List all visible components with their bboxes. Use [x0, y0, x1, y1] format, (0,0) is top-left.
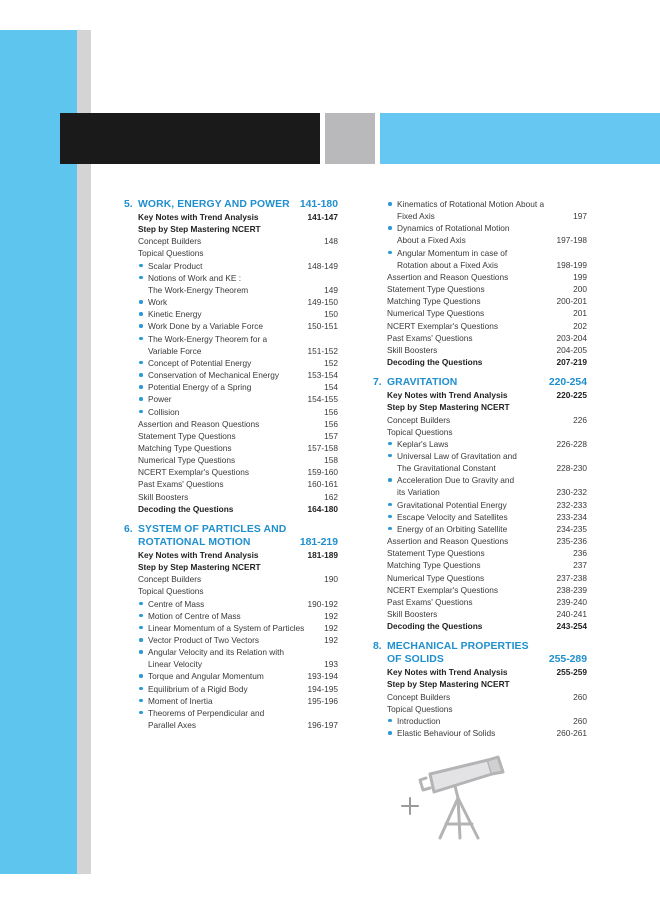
entry-pages: 236 [573, 548, 587, 559]
entry-title: Step by Step Mastering NCERT [138, 224, 261, 235]
toc-entry [124, 430, 338, 442]
chapter-pages: 181-219 [299, 536, 338, 548]
entry-title-line: Rotation about a Fixed Axis [397, 259, 499, 270]
entry-title: Step by Step Mastering NCERT [387, 679, 510, 690]
sparkle-icon [402, 798, 418, 814]
entry-title: Past Exams' Questions [387, 332, 473, 343]
topic-item [124, 369, 338, 381]
entry-title [148, 320, 302, 332]
entry-title: Decoding the Questions [387, 621, 483, 632]
entry-pages: 196-197 [307, 720, 338, 731]
entry-pages: 149-150 [307, 297, 338, 308]
entry-pages: 243-254 [556, 621, 587, 632]
entry-title [148, 357, 318, 369]
header-gray-block [325, 113, 375, 164]
telescope-leg-left [440, 798, 458, 838]
toc-entry [373, 703, 587, 715]
toc-entry [124, 418, 338, 430]
entry-pages: 193 [324, 659, 338, 670]
topic-item [373, 222, 587, 246]
entry-title: Key Notes with Trend Analysis [387, 667, 508, 678]
toc-entry [373, 356, 587, 368]
entry-title: Key Notes with Trend Analysis [138, 549, 259, 560]
entry-pages: 190 [324, 574, 338, 585]
topic-item [373, 499, 587, 511]
entry-title-line: Work [148, 297, 168, 308]
entry-title: Decoding the Questions [138, 503, 234, 514]
entry-pages: 151-152 [307, 345, 338, 356]
entry-title: Numerical Type Questions [138, 455, 236, 466]
entry-pages: 226-228 [556, 438, 587, 449]
entry-pages: 238-239 [556, 584, 587, 595]
chapter-number: 5. [124, 199, 133, 210]
entry-title [397, 247, 551, 271]
entry-title [397, 499, 551, 511]
entry-pages: 192 [324, 622, 338, 633]
entry-title [148, 406, 318, 418]
topic-item [124, 695, 338, 707]
toc-entry [124, 478, 338, 490]
entry-title-line: Introduction [397, 715, 441, 726]
entry-title: Key Notes with Trend Analysis [387, 390, 508, 401]
entry-title-line: Linear Momentum of a System of Particles [148, 622, 305, 633]
entry-title: Skill Boosters [387, 344, 438, 355]
toc-column-right [373, 198, 587, 739]
chapter-heading [373, 640, 587, 666]
entry-pages: 202 [573, 320, 587, 331]
entry-title: Topical Questions [387, 703, 453, 714]
entry-title-line: Linear Velocity [148, 659, 202, 670]
entry-title [148, 646, 318, 670]
entry-pages: 233-234 [556, 511, 587, 522]
entry-title: Past Exams' Questions [138, 479, 224, 490]
entry-title-line: Universal Law of Gravitation and [397, 450, 517, 461]
toc-entry [124, 247, 338, 259]
entry-title: Statement Type Questions [387, 284, 485, 295]
entry-title: Step by Step Mastering NCERT [138, 562, 261, 573]
entry-pages: 192 [324, 610, 338, 621]
entry-title: Key Notes with Trend Analysis [138, 212, 259, 222]
entry-title [148, 333, 302, 357]
topic-item [124, 272, 338, 296]
entry-title [148, 393, 302, 405]
entry-pages: 230-232 [556, 487, 587, 498]
toc-entry [373, 389, 587, 401]
entry-pages: 150-151 [307, 321, 338, 332]
entry-title [148, 622, 318, 634]
telescope-illustration [400, 752, 510, 842]
entry-title: Concept Builders [138, 236, 202, 247]
topic-item [124, 610, 338, 622]
section-spacer [373, 632, 587, 640]
toc-entry [124, 573, 338, 585]
telescope-eyepiece [420, 778, 430, 790]
entry-pages: 220-225 [556, 390, 587, 401]
entry-pages: 154 [324, 382, 338, 393]
telescope-tube [430, 760, 492, 792]
entry-title-line: Centre of Mass [148, 598, 205, 609]
entry-pages: 234-235 [556, 523, 587, 534]
chapter-title [373, 376, 457, 389]
topic-item [373, 523, 587, 535]
chapter-title [124, 523, 286, 549]
toc-entry [373, 426, 587, 438]
entry-title: Matching Type Questions [138, 442, 232, 453]
entry-title-line: Kinetic Energy [148, 309, 202, 320]
entry-title: Step by Step Mastering NCERT [387, 402, 510, 413]
entry-title: Assertion and Reason Questions [387, 536, 509, 547]
entry-title: Topical Questions [387, 426, 453, 437]
entry-pages: 203-204 [556, 332, 587, 343]
toc-entry [373, 283, 587, 295]
toc-entry [124, 235, 338, 247]
entry-title-line: The Work-Energy Theorem [148, 284, 249, 295]
topic-item [124, 707, 338, 731]
toc-entry [373, 559, 587, 571]
entry-pages: 164-180 [307, 503, 338, 514]
entry-pages: 228-230 [556, 463, 587, 474]
toc-entry [373, 535, 587, 547]
topic-item [124, 308, 338, 320]
entry-pages: 162 [324, 491, 338, 502]
topic-item [124, 320, 338, 332]
entry-title-line: Fixed Axis [397, 211, 435, 222]
entry-title [397, 474, 551, 498]
toc-entry [124, 503, 338, 515]
topic-item [373, 198, 587, 222]
entry-title: Concept Builders [387, 414, 451, 425]
entry-pages: 157-158 [307, 442, 338, 453]
toc-entry [124, 211, 338, 223]
entry-title-line: Angular Velocity and its Relation with [148, 647, 285, 658]
entry-title [397, 511, 551, 523]
entry-title-line: Work Done by a Variable Force [148, 321, 263, 332]
toc-entry [373, 320, 587, 332]
entry-title: NCERT Exemplar's Questions [138, 467, 250, 478]
entry-title [148, 260, 302, 272]
telescope-mount [455, 786, 458, 798]
entry-title [397, 438, 551, 450]
chapter-name-line: ROTATIONAL MOTION [138, 536, 251, 548]
entry-pages: 240-241 [556, 609, 587, 619]
toc-entry [124, 223, 338, 235]
entry-title: Skill Boosters [138, 491, 189, 502]
entry-title-line: Variable Force [148, 345, 202, 356]
entry-pages: 153-154 [307, 370, 338, 381]
entry-title: Numerical Type Questions [387, 572, 485, 583]
header-blue-block [380, 113, 660, 164]
chapter-name-line: OF SOLIDS [387, 654, 444, 666]
toc-entry [373, 344, 587, 356]
entry-title [148, 670, 302, 682]
entry-title: Assertion and Reason Questions [387, 271, 509, 282]
toc-entry [373, 401, 587, 413]
topic-item [124, 598, 338, 610]
entry-title [397, 715, 567, 727]
topic-item [124, 406, 338, 418]
entry-title-line: Gravitational Potential Energy [397, 499, 507, 510]
topic-item [124, 393, 338, 405]
toc-entry [373, 332, 587, 344]
entry-title: Topical Questions [138, 586, 204, 597]
entry-title-line: Escape Velocity and Satellites [397, 511, 508, 522]
entry-title [397, 222, 551, 246]
entry-pages: 152 [324, 357, 338, 368]
entry-title: Matching Type Questions [387, 296, 481, 307]
chapter-name-line: SYSTEM OF PARTICLES AND [138, 523, 287, 535]
toc-entry [124, 549, 338, 561]
entry-title-line: Kinematics of Rotational Motion About a [397, 199, 545, 209]
entry-title-line: Angular Momentum in case of [397, 247, 508, 258]
entry-pages: 160-161 [307, 479, 338, 490]
toc-entry [373, 572, 587, 584]
entry-title-line: Equilibrium of a Rigid Body [148, 683, 248, 694]
chapter-title [124, 198, 290, 211]
entry-title: Statement Type Questions [387, 548, 485, 559]
entry-title-line: Dynamics of Rotational Motion [397, 223, 510, 234]
topic-item [124, 296, 338, 308]
entry-title-line: Torque and Angular Momentum [148, 671, 264, 682]
entry-title-line: Acceleration Due to Gravity and [397, 475, 515, 486]
entry-title [397, 523, 551, 535]
toc-entry [373, 547, 587, 559]
entry-title: Skill Boosters [387, 609, 438, 619]
entry-pages: 148-149 [307, 260, 338, 271]
entry-pages: 148 [324, 236, 338, 247]
topic-item [124, 670, 338, 682]
entry-title: Past Exams' Questions [387, 596, 473, 607]
topic-item [373, 247, 587, 271]
entry-pages: 156 [324, 406, 338, 417]
entry-title [148, 707, 302, 731]
entry-title [148, 610, 318, 622]
entry-title-line: Potential Energy of a Spring [148, 382, 252, 393]
toc-entry [373, 295, 587, 307]
toc-entry [124, 491, 338, 503]
entry-pages: 204-205 [556, 344, 587, 355]
section-spacer [373, 368, 587, 376]
entry-title: NCERT Exemplar's Questions [387, 584, 499, 595]
entry-pages: 157 [324, 430, 338, 441]
chapter-pages: 220-254 [548, 377, 587, 389]
header-black-block [60, 113, 320, 164]
entry-title-line: Theorems of Perpendicular and [148, 707, 265, 718]
chapter-title [373, 640, 529, 666]
entry-pages: 255-259 [556, 667, 587, 678]
entry-title-line: Energy of an Orbiting Satellite [397, 523, 508, 534]
entry-pages: 226 [573, 414, 587, 425]
entry-pages: 200 [573, 284, 587, 295]
toc-entry [124, 442, 338, 454]
entry-title [148, 308, 318, 320]
chapter-name-line: MECHANICAL PROPERTIES [387, 641, 529, 653]
entry-title-line: Conservation of Mechanical Energy [148, 370, 279, 381]
entry-title [148, 296, 302, 308]
entry-pages: 237-238 [556, 572, 587, 583]
entry-pages: 149 [324, 284, 338, 295]
toc-entry [373, 608, 587, 620]
topic-item [124, 381, 338, 393]
toc-entry [373, 307, 587, 319]
toc-entry [124, 561, 338, 573]
chapter-number: 7. [373, 377, 382, 389]
entry-title-line: Parallel Axes [148, 720, 196, 731]
entry-pages: 150 [324, 309, 338, 320]
entry-title: Concept Builders [138, 574, 202, 585]
entry-pages: 199 [573, 271, 587, 282]
entry-title-line: The Gravitational Constant [397, 463, 496, 474]
entry-title [397, 450, 551, 474]
entry-pages: 181-189 [307, 549, 338, 560]
entry-title [397, 727, 551, 739]
entry-pages: 260 [573, 715, 587, 726]
chapter-name [387, 640, 529, 666]
entry-pages: 154-155 [307, 394, 338, 405]
entry-pages: 237 [573, 560, 587, 571]
toc-column-left [124, 198, 338, 731]
entry-pages: 207-219 [556, 357, 587, 368]
topic-item [124, 622, 338, 634]
entry-pages: 141-147 [307, 212, 338, 222]
chapter-name [138, 198, 290, 211]
chapter-heading [373, 376, 587, 389]
topic-item [373, 715, 587, 727]
topic-item [124, 357, 338, 369]
toc-entry [373, 414, 587, 426]
entry-title-line: its Variation [397, 487, 440, 498]
entry-title-line: Concept of Potential Energy [148, 357, 252, 368]
toc-entry [373, 620, 587, 632]
entry-pages: 235-236 [556, 536, 587, 547]
chapter-pages: 255-289 [548, 654, 587, 666]
entry-pages: 158 [324, 455, 338, 466]
toc-entry [124, 585, 338, 597]
entry-title [148, 598, 302, 610]
topic-item [124, 333, 338, 357]
entry-pages: 201 [573, 308, 587, 319]
entry-title-line: Elastic Behaviour of Solids [397, 728, 496, 739]
topic-item [124, 683, 338, 695]
section-spacer [124, 515, 338, 523]
chapter-heading [124, 523, 338, 549]
entry-pages: 195-196 [307, 695, 338, 706]
chapter-name-line: GRAVITATION [387, 377, 458, 389]
toc-entry [373, 596, 587, 608]
entry-title: Concept Builders [387, 691, 451, 702]
topic-item [124, 646, 338, 670]
toc-entry [373, 678, 587, 690]
entry-title-line: Power [148, 394, 172, 405]
entry-title-line: Scalar Product [148, 260, 203, 271]
entry-pages: 192 [324, 635, 338, 645]
entry-pages: 156 [324, 418, 338, 429]
topic-item [373, 438, 587, 450]
entry-title: Matching Type Questions [387, 560, 481, 571]
entry-title [148, 695, 302, 707]
entry-title-line: The Work-Energy Theorem for a [148, 333, 268, 344]
entry-title-line: Notions of Work and KE : [148, 272, 241, 283]
chapter-number: 6. [124, 523, 133, 535]
entry-title [148, 369, 302, 381]
entry-title: NCERT Exemplar's Questions [387, 320, 499, 331]
entry-pages: 198-199 [556, 259, 587, 270]
entry-title-line: About a Fixed Axis [397, 235, 466, 246]
toc-entry [373, 691, 587, 703]
chapter-pages: 141-180 [299, 199, 338, 210]
entry-title [148, 634, 318, 646]
entry-title: Topical Questions [138, 248, 204, 259]
chapter-heading [124, 198, 338, 211]
entry-title-line: Vector Product of Two Vectors [148, 635, 259, 645]
entry-title [148, 683, 302, 695]
entry-pages: 200-201 [556, 296, 587, 307]
entry-pages: 194-195 [307, 683, 338, 694]
topic-item [373, 511, 587, 523]
entry-title-line: Motion of Centre of Mass [148, 610, 241, 621]
toc-entry [373, 666, 587, 678]
entry-pages: 232-233 [556, 499, 587, 510]
entry-title [148, 381, 318, 393]
entry-title-line: Collision [148, 406, 180, 417]
entry-pages: 239-240 [556, 596, 587, 607]
entry-title: Numerical Type Questions [387, 308, 485, 319]
toc-entry [124, 454, 338, 466]
toc-entry [373, 271, 587, 283]
topic-item [124, 634, 338, 646]
chapter-name-line: WORK, ENERGY AND POWER [138, 199, 290, 210]
entry-title [148, 272, 318, 296]
entry-pages: 260 [573, 691, 587, 702]
entry-title [397, 198, 567, 222]
entry-pages: 197-198 [556, 235, 587, 246]
topic-item [373, 727, 587, 739]
entry-title: Assertion and Reason Questions [138, 418, 260, 429]
topic-item [373, 474, 587, 498]
toc-entry [124, 466, 338, 478]
topic-item [124, 260, 338, 272]
chapter-number: 8. [373, 641, 382, 653]
entry-title-line: Moment of Inertia [148, 695, 213, 706]
entry-pages: 159-160 [307, 467, 338, 478]
entry-title: Statement Type Questions [138, 430, 236, 441]
chapter-name [138, 523, 286, 549]
topic-item [373, 450, 587, 474]
entry-pages: 197 [573, 211, 587, 222]
entry-pages: 190-192 [307, 598, 338, 609]
entry-pages: 260-261 [556, 728, 587, 739]
entry-title: Decoding the Questions [387, 357, 483, 368]
chapter-name [387, 376, 457, 389]
entry-title-line: Keplar's Laws [397, 438, 449, 449]
toc-entry [373, 584, 587, 596]
entry-pages: 193-194 [307, 671, 338, 682]
